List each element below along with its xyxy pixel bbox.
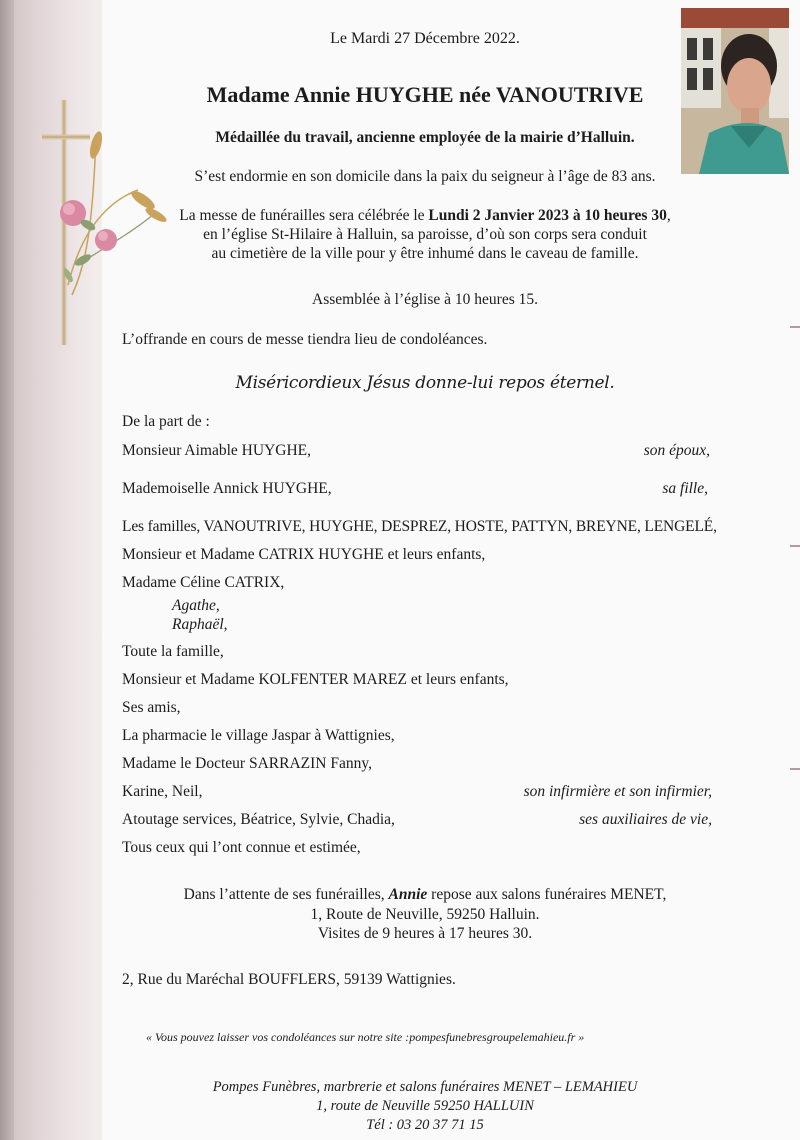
family-name: Les familles, VANOUTRIVE, HUYGHE, DESPREZ, HOSTE, PATTYN, BREYNE, LENGELÉ, bbox=[122, 518, 717, 535]
family-name: Madame le Docteur SARRAZIN Fanny, bbox=[122, 755, 372, 772]
salon-suffix: repose aux salons funéraires MENET, bbox=[427, 886, 667, 903]
left-edge-shadow bbox=[0, 0, 14, 1140]
salon-name: Annie bbox=[388, 886, 428, 903]
condolences-line bbox=[146, 1030, 584, 1045]
from-label: De la part de : bbox=[122, 413, 210, 430]
mass-suffix: , bbox=[666, 207, 671, 224]
condolences-end: » bbox=[575, 1030, 585, 1044]
family-name: Monsieur Aimable HUYGHE, bbox=[122, 442, 311, 459]
footer-phone: Tél : 03 20 37 71 15 bbox=[366, 1117, 484, 1133]
cemetery-line: au cimetière de la ville pour y être inhumé dans le caveau de famille. bbox=[211, 245, 639, 262]
salon-prefix: Dans l’attente de ses funérailles, bbox=[183, 886, 389, 903]
family-name: Agathe, bbox=[172, 597, 220, 614]
family-name: Madame Céline CATRIX, bbox=[122, 574, 285, 591]
footer-company: Pompes Funèbres, marbrerie et salons funéraires MENET – LEMAHIEU bbox=[212, 1079, 638, 1095]
footer-address: 1, route de Neuville 59250 HALLUIN bbox=[316, 1098, 534, 1114]
home-address: 2, Rue du Maréchal BOUFFLERS, 59139 Wattignies. bbox=[122, 971, 456, 988]
salon-line bbox=[100, 886, 750, 904]
condolences-site[interactable]: pompesfunebresgroupelemahieu.fr bbox=[409, 1030, 576, 1044]
family-name: Ses amis, bbox=[122, 699, 181, 716]
family-name: Tous ceux qui l’ont connue et estimée, bbox=[122, 839, 361, 856]
mass-prefix: La messe de funérailles sera célébrée le bbox=[179, 207, 429, 224]
family-name: Monsieur et Madame KOLFENTER MAREZ et leurs enfants, bbox=[122, 671, 509, 688]
fold-mark bbox=[790, 768, 800, 770]
family-name: Karine, Neil, bbox=[122, 783, 203, 800]
family-relation: sa fille, bbox=[662, 480, 708, 497]
condolences-text: « Vous pouvez laisser vos condoléances sur notre site : bbox=[146, 1030, 410, 1044]
church-line: en l’église St-Hilaire à Halluin, sa paroisse, d’où son corps sera conduit bbox=[203, 226, 647, 243]
family-relation: son infirmière et son infirmier, bbox=[523, 783, 712, 800]
subtitle: Médaillée du travail, ancienne employée de la mairie d’Halluin. bbox=[215, 129, 635, 146]
fold-mark bbox=[790, 545, 800, 547]
family-name: Monsieur et Madame CATRIX HUYGHE et leurs enfants, bbox=[122, 546, 486, 563]
salon-address: 1, Route de Neuville, 59250 Halluin. bbox=[310, 906, 540, 923]
family-name: Atoutage services, Béatrice, Sylvie, Chadia, bbox=[122, 811, 395, 828]
family-name: Raphaël, bbox=[172, 616, 228, 633]
salon-hours: Visites de 9 heures à 17 heures 30. bbox=[317, 925, 533, 942]
family-name: Mademoiselle Annick HUYGHE, bbox=[122, 480, 332, 497]
assembly-line: Assemblée à l’église à 10 heures 15. bbox=[312, 291, 538, 308]
family-name: La pharmacie le village Jaspar à Wattignies, bbox=[122, 727, 395, 744]
family-relation: son époux, bbox=[643, 442, 710, 459]
deceased-name: Madame Annie HUYGHE née VANOUTRIVE bbox=[206, 82, 644, 107]
death-line: S’est endormie en son domicile dans la paix du seigneur à l’âge de 83 ans. bbox=[194, 168, 656, 185]
family-name: Toute la famille, bbox=[122, 643, 224, 660]
mass-line bbox=[100, 207, 750, 225]
fold-mark bbox=[790, 326, 800, 328]
mass-date: Lundi 2 Janvier 2023 à 10 heures 30 bbox=[428, 207, 667, 224]
prayer-line: Miséricordieux Jésus donne-lui repos éternel. bbox=[235, 373, 615, 393]
offering-line: L’offrande en cours de messe tiendra lieu de condoléances. bbox=[122, 331, 488, 348]
notice-date: Le Mardi 27 Décembre 2022. bbox=[330, 30, 520, 47]
family-relation: ses auxiliaires de vie, bbox=[579, 811, 712, 828]
